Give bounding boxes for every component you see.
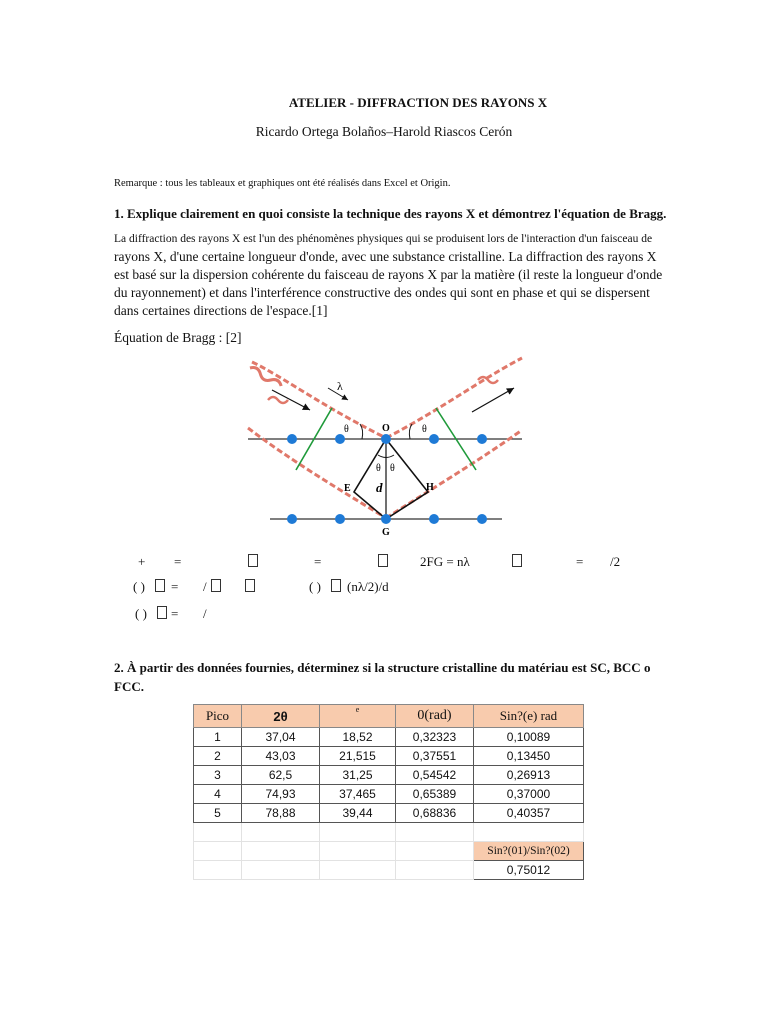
theta-label-center-right: θ [390, 463, 395, 474]
eq2-missing-glyph-c [245, 579, 255, 592]
point-G-label: G [382, 527, 390, 538]
incident-beam-top [252, 362, 386, 438]
reflected-arrow [472, 388, 514, 412]
eq1-equals-c: = [576, 554, 584, 569]
diffraction-data-table [193, 704, 584, 880]
eq2-missing-glyph-d [331, 579, 341, 592]
cell-theta-rad: 0,37551 [396, 747, 474, 766]
header-theta: e [320, 705, 396, 728]
point-E-label: E [344, 483, 351, 494]
header-sin2-theta: Sin?(e) rad [474, 705, 584, 728]
table-row [194, 747, 584, 766]
spacing-d-label: d [376, 480, 383, 495]
authors: Ricardo Ortega Bolaños–Harold Riascos Cerón [255, 124, 513, 139]
cell-pico: 3 [194, 766, 242, 785]
table-empty-row [194, 823, 584, 842]
table-row [194, 728, 584, 747]
eq2-equals: = [171, 579, 179, 594]
eq1-missing-glyph-a [248, 554, 258, 567]
cell-2theta: 62,5 [242, 766, 320, 785]
cell-2theta: 74,93 [242, 785, 320, 804]
ratio-label: Sin?(01)/Sin?(02) [474, 842, 584, 861]
eq3-paren: ( ) [135, 606, 147, 621]
point-H-label: H [426, 482, 434, 493]
cell-theta: 31,25 [320, 766, 396, 785]
eq3-missing-glyph [157, 606, 167, 619]
table-ratio-value-row [194, 861, 584, 880]
bragg-diagram [240, 350, 530, 545]
eq1-missing-glyph-b [378, 554, 388, 567]
eq3-equals: = [171, 606, 179, 621]
cell-sin2: 0,40357 [474, 804, 584, 823]
cell-theta: 21,515 [320, 747, 396, 766]
cell-theta-rad: 0,54542 [396, 766, 474, 785]
cell-theta-rad: 0,65389 [396, 785, 474, 804]
paragraph-first-line: La diffraction des rayons X est l'un des phénomènes physiques qui se produisent lors de l'interaction d'un faisceau de [114, 233, 653, 245]
cell-theta: 18,52 [320, 728, 396, 747]
eq1-bragg: 2FG = nλ [420, 554, 470, 569]
eq1-equals-a: = [174, 554, 182, 569]
bragg-equation-label: Équation de Bragg : [2] [114, 330, 242, 345]
cell-pico: 2 [194, 747, 242, 766]
header-2theta: 2θ [242, 705, 320, 728]
eq1-equals-b: = [314, 554, 322, 569]
cell-pico: 1 [194, 728, 242, 747]
header-pico: Pico [194, 705, 242, 728]
reflected-beam-top [386, 358, 522, 438]
paragraph-body: rayons X, d'une certaine longueur d'onde, avec une substance cristalline. La diffraction des rayons X est basé sur la dispersion cohérente du faisceau de rayons X par la matière (il reste la longueur d'onde du rayonnement) et dans l'interférence constructive des ondes qui sont en phase et qui se dispersent dans certaines directions de l'espace.[1] [114, 249, 663, 318]
eq1-missing-glyph-c [512, 554, 522, 567]
cell-sin2: 0,26913 [474, 766, 584, 785]
theta-label-left: θ [344, 424, 349, 435]
eq2-paren-2: ( ) [309, 579, 321, 594]
eq2-frac: / [203, 579, 207, 594]
page-title: ATELIER - DIFFRACTION DES RAYONS X [288, 95, 548, 110]
header-theta-rad: 0(rad) [396, 705, 474, 728]
cell-sin2: 0,37000 [474, 785, 584, 804]
question-2-heading: 2. À partir des données fournies, déterminez si la structure cristalline du matériau est SC, BCC o FCC. [114, 660, 651, 694]
cell-pico: 5 [194, 804, 242, 823]
question-1-paragraph [114, 231, 674, 320]
eq1-plus: + [138, 554, 146, 569]
theta-label-center-left: θ [376, 463, 381, 474]
theta-arc-right [409, 424, 412, 439]
cell-2theta: 37,04 [242, 728, 320, 747]
eq3-frac: / [203, 606, 207, 621]
lambda-label: λ [337, 379, 343, 393]
question-1-heading: 1. Explique clairement en quoi consiste la technique des rayons X et démontrez l'équation de Bragg. [114, 206, 667, 221]
table-row [194, 785, 584, 804]
table-header-row [194, 705, 584, 728]
point-O-label: O [382, 423, 390, 434]
eq2-expression: (nλ/2)/d [347, 579, 389, 594]
cell-theta: 37,465 [320, 785, 396, 804]
cell-2theta: 78,88 [242, 804, 320, 823]
equation-row-1 [138, 554, 658, 572]
eq2-paren: ( ) [133, 579, 145, 594]
eq2-missing-glyph-a [155, 579, 165, 592]
cell-sin2: 0,10089 [474, 728, 584, 747]
equation-row-2 [133, 579, 653, 597]
remark-note: Remarque : tous les tableaux et graphiques ont été réalisés dans Excel et Origin. [114, 178, 451, 189]
table-row [194, 766, 584, 785]
cell-theta-rad: 0,32323 [396, 728, 474, 747]
table-row [194, 804, 584, 823]
eq1-frac: /2 [610, 554, 621, 569]
cell-theta: 39,44 [320, 804, 396, 823]
reflected-beam-bottom [386, 430, 522, 518]
wave-segment-left [268, 397, 288, 403]
theta-label-right: θ [422, 424, 427, 435]
cell-sin2: 0,13450 [474, 747, 584, 766]
ratio-value: 0,75012 [474, 861, 584, 880]
eq2-missing-glyph-b [211, 579, 221, 592]
table-ratio-label-row [194, 842, 584, 861]
equation-row-3 [135, 606, 335, 624]
cell-theta-rad: 0,68836 [396, 804, 474, 823]
cell-2theta: 43,03 [242, 747, 320, 766]
cell-pico: 4 [194, 785, 242, 804]
